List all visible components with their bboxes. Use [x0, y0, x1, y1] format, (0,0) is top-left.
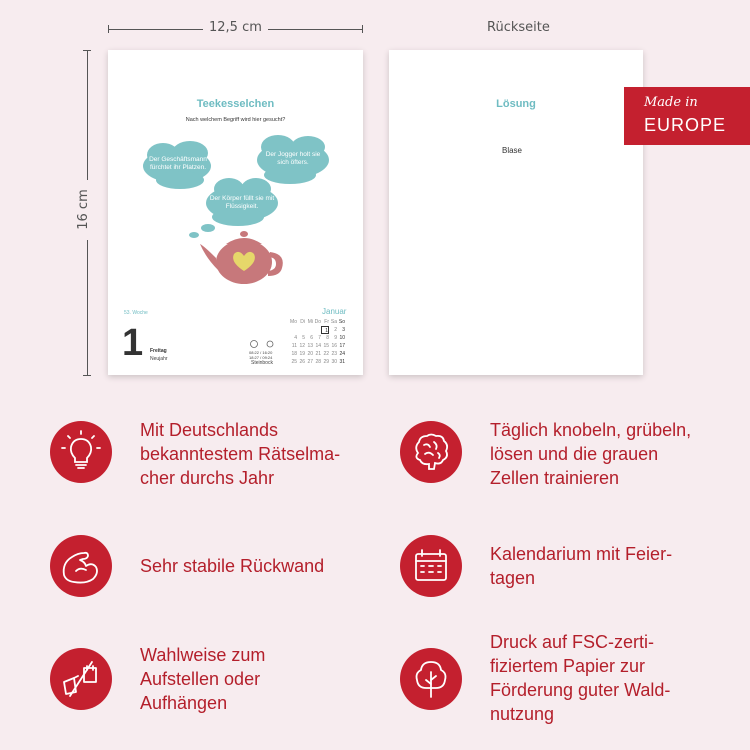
calendar-back-page	[389, 50, 643, 375]
calendar-day: 18	[291, 351, 297, 357]
feature-line: Aufstellen oder	[140, 669, 261, 689]
made-in-europe-badge	[624, 87, 750, 145]
width-dimension-line	[108, 29, 203, 30]
feature-text-3	[140, 554, 324, 578]
calendar-day	[313, 326, 321, 334]
calendar-day: 13	[307, 343, 313, 349]
feature-tree-badge	[400, 648, 462, 710]
teapot-icon	[196, 224, 296, 294]
calendar-week-row	[289, 326, 345, 334]
weekday-label: Freitag	[150, 348, 167, 354]
cloud-clue-3: Der Körper füllt sie mit Flüssigkeit.	[209, 195, 275, 210]
calendar-week-row	[289, 350, 345, 358]
calendar-day: 4	[294, 335, 297, 341]
feature-line: Kalendarium mit Feier-	[490, 544, 673, 564]
feature-muscle-badge	[50, 535, 112, 597]
feature-line: bekanntestem Rätselma-	[140, 444, 341, 464]
feature-stand-hang-badge	[50, 648, 112, 710]
feature-text-4	[490, 542, 672, 590]
calendar-day: 16	[331, 343, 337, 349]
badge-europe: EUROPE	[644, 115, 727, 135]
height-dimension-label: 16 cm	[75, 189, 91, 230]
calendar-day: 23	[331, 351, 337, 357]
zodiac-label: Steinbock	[251, 360, 273, 366]
calendar-day: 29	[323, 359, 329, 365]
calendar-weekday: So	[338, 319, 345, 325]
mini-calendar	[289, 318, 345, 366]
feature-line: cher durchs Jahr	[140, 468, 275, 488]
calendar-weekday: Mi	[307, 319, 313, 325]
height-dimension-line	[87, 50, 88, 180]
calendar-day: 14	[315, 343, 321, 349]
feature-calendar-badge	[400, 535, 462, 597]
sun-moon-icon	[248, 338, 278, 350]
feature-line: Täglich knobeln, grübeln,	[490, 420, 692, 440]
feature-line: fiziertem Papier zur	[490, 656, 646, 676]
calendar-day: 17	[339, 343, 345, 349]
calendar-day	[289, 326, 297, 334]
holiday-label: Neujahr	[150, 356, 168, 362]
calendar-day	[297, 326, 305, 334]
width-dimension-tick	[362, 25, 363, 33]
cloud-clue-1: Der Geschäftsmann fürchtet ihr Platzen.	[149, 156, 207, 171]
puzzle-question: Nach welchem Begriff wird hier gesucht?	[185, 117, 286, 123]
calendar-day: 7	[318, 335, 321, 341]
calendar-day: 27	[307, 359, 313, 365]
feature-line: nutzung	[490, 704, 555, 724]
calendar-day	[305, 326, 313, 334]
calendar-weekday: Di	[300, 319, 305, 325]
calendar-weekday: Do	[314, 319, 321, 325]
sun-times: 08:22 / 16:20	[249, 350, 273, 355]
calendar-icon	[400, 535, 462, 597]
day-number: 1	[122, 322, 144, 364]
month-label: Januar	[322, 307, 347, 316]
calendar-weekday: Sa	[330, 319, 337, 325]
height-dimension-line	[87, 240, 88, 375]
tree-icon	[400, 648, 462, 710]
feature-text-1	[140, 418, 340, 490]
calendar-day: 22	[323, 351, 329, 357]
width-dimension-label: 12,5 cm	[209, 20, 262, 35]
height-dimension-tick	[83, 375, 91, 376]
width-dimension-tick	[108, 25, 109, 33]
feature-line: Druck auf FSC-zerti-	[490, 632, 655, 652]
calendar-day: 8	[326, 335, 329, 341]
solution-answer: Blase	[501, 146, 522, 155]
feature-line: Aufhängen	[140, 693, 228, 713]
calendar-day: 20	[307, 351, 313, 357]
feature-text-6	[490, 630, 670, 726]
calendar-weekday: Mo	[290, 319, 297, 325]
stand-hang-icon	[50, 648, 112, 710]
badge-made-in: Made in	[644, 95, 698, 110]
feature-line: Mit Deutschlands	[140, 420, 279, 440]
calendar-day: 28	[315, 359, 321, 365]
calendar-weekday-row	[289, 318, 345, 326]
calendar-week-row	[289, 342, 345, 350]
cloud-clue-2: Der Jogger holt sie sich öfters.	[265, 151, 321, 166]
feature-line: Wahlweise zum	[140, 645, 266, 665]
feature-line: lösen und die grauen	[490, 444, 659, 464]
calendar-day: 11	[291, 343, 297, 349]
calendar-day: 5	[302, 335, 305, 341]
feature-line: tagen	[490, 568, 536, 588]
back-side-label: Rückseite	[487, 20, 550, 35]
moon-times: 18:27 / 09:24	[249, 355, 273, 360]
feature-line: Sehr stabile Rückwand	[140, 556, 325, 576]
calendar-day: 19	[299, 351, 305, 357]
calendar-day: 2	[334, 327, 337, 333]
calendar-weekday: Fr	[324, 319, 329, 325]
calendar-day: 6	[310, 335, 313, 341]
calendar-week-row	[289, 334, 345, 342]
calendar-week-row	[289, 358, 345, 366]
calendar-day: 9	[334, 335, 337, 341]
calendar-day: 15	[323, 343, 329, 349]
feature-text-2	[490, 418, 691, 490]
feature-brain-badge	[400, 421, 462, 483]
feature-line: Zellen trainieren	[490, 468, 620, 488]
calendar-day: 21	[315, 351, 321, 357]
width-dimension-line	[268, 29, 363, 30]
muscle-arm-icon	[50, 535, 112, 597]
height-dimension-tick	[83, 50, 91, 51]
calendar-day: 24	[339, 351, 345, 357]
feature-line: Förderung guter Wald-	[490, 680, 671, 700]
calendar-day: 3	[342, 327, 345, 333]
week-label: 53. Woche	[124, 310, 148, 316]
solution-title: Lösung	[496, 98, 536, 110]
puzzle-title: Teekesselchen	[196, 98, 275, 110]
calendar-day: 31	[339, 359, 345, 365]
calendar-day: 30	[331, 359, 337, 365]
feature-lightbulb-badge	[50, 421, 112, 483]
calendar-day: 26	[299, 359, 305, 365]
calendar-day: 12	[299, 343, 305, 349]
lightbulb-icon	[50, 421, 112, 483]
calendar-day: 25	[291, 359, 297, 365]
calendar-day: 10	[339, 335, 345, 341]
brain-icon	[400, 421, 462, 483]
feature-text-5	[140, 643, 265, 715]
calendar-day: 1	[321, 326, 329, 334]
